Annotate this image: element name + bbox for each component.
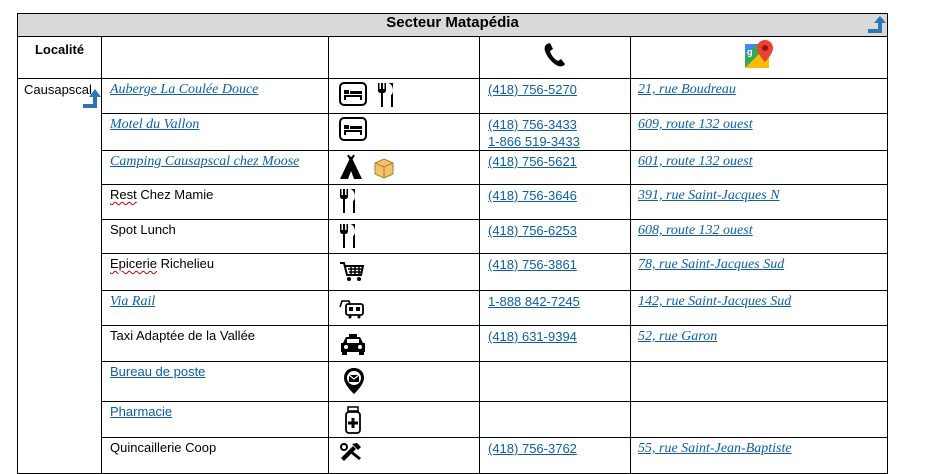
establishment-name-cell [102, 151, 329, 185]
phone-link[interactable]: (418) 756-6253 [488, 223, 577, 238]
establishment-name: Chez Mamie [136, 187, 214, 202]
establishment-link[interactable]: Pharmacie [110, 404, 173, 419]
phone-cell [480, 402, 631, 438]
phone-link-alt[interactable]: 1-866 519-3433 [488, 134, 580, 149]
establishment-name-cell [102, 185, 329, 220]
address-cell [631, 291, 888, 326]
service-icons-cell [329, 79, 480, 114]
table-row [18, 79, 888, 114]
taxi-icon [339, 333, 367, 355]
address-cell [631, 114, 888, 151]
establishment-name-cell [102, 220, 329, 254]
service-icons-cell [329, 326, 480, 362]
service-icons-cell [329, 185, 480, 220]
header-row [18, 37, 888, 79]
phone-cell [480, 79, 631, 114]
phone-cell [480, 254, 631, 291]
restaurant-icon [377, 82, 395, 108]
phone-link[interactable]: (418) 631-9394 [488, 329, 577, 344]
bed-icon [339, 117, 367, 141]
header-phone-col [480, 37, 631, 79]
table-row [18, 362, 888, 402]
establishment-name-cell [102, 291, 329, 326]
restaurant-icon [339, 223, 357, 249]
establishment-name-cell [102, 114, 329, 151]
establishment-link[interactable]: Camping Causapscal chez Moose [110, 154, 300, 169]
address-cell [631, 79, 888, 114]
sector-title: Secteur Matapédia [386, 14, 519, 31]
return-top-arrow-icon[interactable] [81, 88, 101, 110]
establishment-name-cell [102, 79, 329, 114]
establishment-link[interactable]: Auberge La Coulée Douce [110, 82, 259, 97]
table-row [18, 326, 888, 362]
address-link[interactable]: 601, route 132 ouest [638, 154, 753, 169]
service-icons-cell [329, 254, 480, 291]
establishment-name: Quincaillerie Coop [110, 440, 217, 455]
table-row [18, 254, 888, 291]
address-link[interactable]: 21, rue Boudreau [638, 82, 736, 97]
tent-icon [339, 154, 363, 180]
phone-cell [480, 326, 631, 362]
establishment-name-cell [102, 362, 329, 402]
phone-icon [543, 42, 567, 68]
svg-text:g: g [747, 47, 753, 57]
table-row [18, 220, 888, 254]
establishment-link[interactable]: Via Rail [110, 294, 156, 309]
service-icons-cell [329, 438, 480, 474]
service-icons-cell [329, 220, 480, 254]
establishment-name-prefix: Epicerie [110, 256, 157, 271]
service-icons-cell [329, 114, 480, 151]
establishment-name-cell [102, 438, 329, 474]
phone-link[interactable]: (418) 756-3861 [488, 257, 577, 272]
header-locality: Localité [18, 37, 102, 79]
phone-link[interactable]: 1-888 842-7245 [488, 294, 580, 309]
address-cell [631, 151, 888, 185]
establishment-name: Richelieu [156, 256, 215, 271]
table-row [18, 185, 888, 220]
service-icons-cell [329, 362, 480, 402]
pharmacy-icon [344, 406, 362, 434]
establishment-name-prefix: Rest [110, 187, 137, 202]
address-cell [631, 402, 888, 438]
phone-cell [480, 185, 631, 220]
phone-cell [480, 114, 631, 151]
shopping-cart-icon [339, 261, 365, 283]
establishment-link[interactable]: Bureau de poste [110, 364, 206, 379]
address-link[interactable]: 52, rue Garon [638, 329, 718, 344]
sector-title-cell [18, 14, 888, 37]
directory-table [17, 13, 888, 474]
table-row [18, 291, 888, 326]
service-icons-cell [329, 151, 480, 185]
address-link[interactable]: 608, route 132 ouest [638, 223, 753, 238]
table-row [18, 438, 888, 474]
phone-link[interactable]: (418) 756-5270 [488, 82, 577, 97]
establishment-name: Taxi Adaptée de la Vallée [110, 328, 256, 343]
address-link[interactable]: 78, rue Saint-Jacques Sud [638, 257, 785, 272]
address-link[interactable]: 391, rue Saint-Jacques N [638, 188, 780, 203]
table-row [18, 151, 888, 185]
establishment-name-cell [102, 402, 329, 438]
service-icons-cell [329, 291, 480, 326]
address-cell [631, 254, 888, 291]
address-cell [631, 438, 888, 474]
tools-icon [339, 442, 365, 462]
header-icons-col [329, 37, 480, 79]
phone-cell [480, 438, 631, 474]
address-cell [631, 185, 888, 220]
bed-icon [339, 82, 367, 106]
header-map-col [631, 37, 888, 79]
phone-cell [480, 362, 631, 402]
phone-cell [480, 291, 631, 326]
establishment-name: Spot Lunch [110, 222, 176, 237]
return-top-arrow-icon[interactable] [866, 15, 886, 35]
locality-name: Causapscal [24, 82, 92, 97]
address-cell [631, 326, 888, 362]
phone-cell [480, 220, 631, 254]
establishment-name-cell [102, 254, 329, 291]
service-icons-cell [329, 402, 480, 438]
address-cell [631, 220, 888, 254]
train-icon [339, 297, 365, 319]
post-office-icon [343, 367, 365, 395]
phone-link[interactable]: (418) 756-3433 [488, 117, 577, 132]
phone-link[interactable]: (418) 756-3762 [488, 441, 577, 456]
restaurant-icon [339, 188, 357, 214]
box-icon [373, 157, 395, 179]
address-link[interactable]: 609, route 132 ouest [638, 117, 753, 132]
table-row [18, 114, 888, 151]
title-row [18, 14, 888, 37]
address-link[interactable]: 142, rue Saint-Jacques Sud [638, 294, 792, 309]
establishment-link[interactable]: Motel du Vallon [110, 117, 200, 132]
address-cell [631, 362, 888, 402]
header-name-col [102, 37, 329, 79]
google-maps-icon [743, 40, 775, 70]
address-link[interactable]: 55, rue Saint-Jean-Baptiste [638, 441, 792, 456]
phone-link[interactable]: (418) 756-5621 [488, 154, 577, 169]
phone-cell [480, 151, 631, 185]
phone-link[interactable]: (418) 756-3646 [488, 188, 577, 203]
table-row [18, 402, 888, 438]
locality-cell [18, 79, 102, 474]
establishment-name-cell [102, 326, 329, 362]
